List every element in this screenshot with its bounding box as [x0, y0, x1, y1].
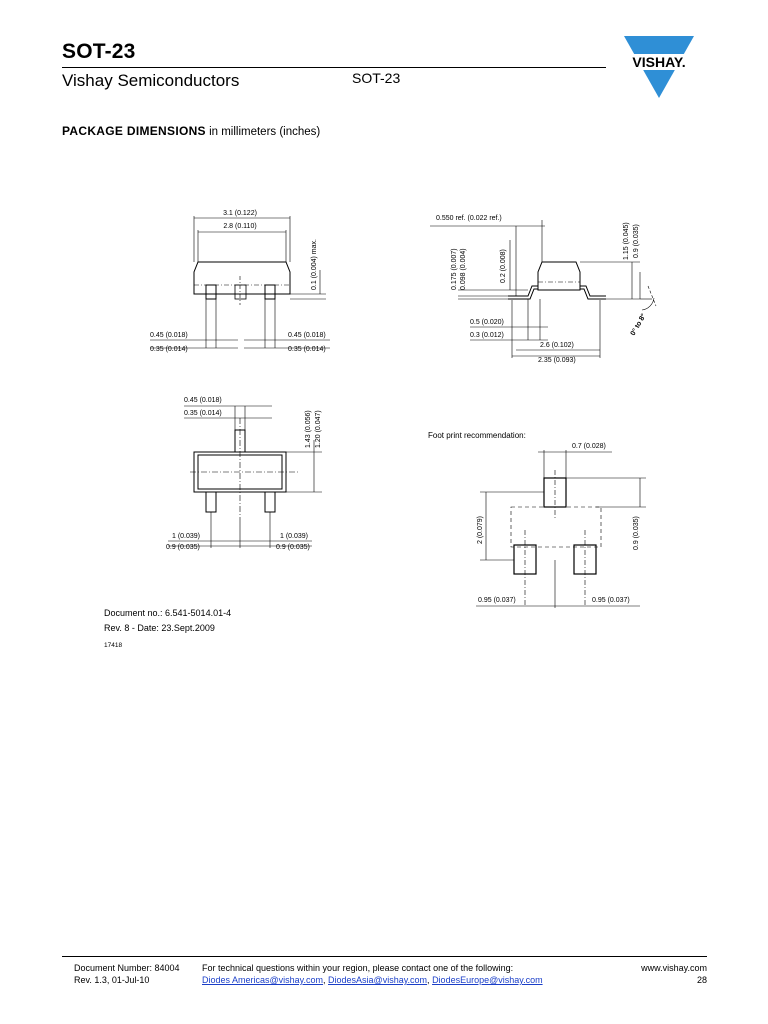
dim-label: 0.550 ref. (0.022 ref.) [436, 215, 502, 222]
email-link-asia[interactable]: DiodesAsia@vishay.com [328, 975, 428, 985]
email-link-europe[interactable]: DiodesEurope@vishay.com [432, 975, 543, 985]
dim-label: 0.95 (0.037) [592, 597, 630, 604]
footer-email-links: Diodes Americas@vishay.com, DiodesAsia@vishay.com, DiodesEurope@vishay.com [202, 975, 543, 985]
footer-contact-text: For technical questions within your region, please contact one of the following: [202, 963, 514, 973]
dim-label: 0.098 (0.004) [460, 248, 467, 290]
email-link-americas[interactable]: Diodes Americas@vishay.com [202, 975, 324, 985]
dim-label: 1.43 (0.056) [305, 410, 312, 448]
dim-label: 0.175 (0.007) [451, 248, 458, 290]
footer-rule [62, 956, 707, 957]
page-title: SOT-23 [62, 40, 136, 63]
dim-label: 1 (0.039) [172, 533, 201, 540]
footer-website[interactable]: www.vishay.com [641, 963, 707, 973]
dim-label: 2.6 (0.102) [540, 342, 574, 349]
revision-date: Rev. 8 - Date: 23.Sept.2009 [104, 623, 215, 633]
dim-label: 0.1 (0.004) max. [311, 239, 318, 290]
drawing-front-view [168, 406, 322, 548]
dim-label: 1.15 (0.045) [623, 222, 630, 260]
dim-label: 0.2 (0.008) [500, 249, 507, 283]
dim-label: 0.35 (0.014) [288, 346, 326, 353]
footprint-label: Foot print recommendation: [428, 431, 526, 440]
dim-label: 0.5 (0.020) [470, 319, 504, 326]
dim-label: 0.3 (0.012) [470, 332, 504, 339]
dim-label: 2 (0.079) [477, 515, 484, 544]
dim-label: 0.45 (0.018) [150, 332, 188, 339]
drawing-number: 17418 [104, 642, 123, 649]
dim-label: 0.45 (0.018) [288, 332, 326, 339]
dim-label: 0.9 (0.035) [166, 544, 200, 551]
document-number: Document no.: 6.541-5014.01-4 [104, 608, 232, 618]
dim-label: 1.20 (0.047) [315, 410, 322, 448]
dim-label: 0.95 (0.037) [478, 597, 516, 604]
footer-revision: Rev. 1.3, 01-Jul-10 [74, 975, 150, 985]
dim-label: 0.35 (0.014) [184, 410, 222, 417]
logo-text: VISHAY. [632, 54, 686, 70]
dim-label: 0.45 (0.018) [184, 397, 222, 404]
dim-label: 0.7 (0.028) [572, 443, 606, 450]
angle-label: 0° to 8° [629, 312, 648, 337]
drawing-document-info [104, 606, 231, 653]
section-title: PACKAGE DIMENSIONS [62, 124, 206, 138]
dim-label: 2.8 (0.110) [223, 223, 257, 230]
footer-document-number: Document Number: 84004 [74, 963, 180, 973]
company-subtitle: Vishay Semiconductors [62, 71, 240, 90]
drawing-footprint [476, 450, 646, 608]
package-name: SOT-23 [352, 70, 401, 86]
section-units: in millimeters (inches) [209, 126, 321, 138]
dim-label: 2.35 (0.093) [538, 357, 576, 364]
dim-label: 0.9 (0.035) [633, 224, 640, 258]
dim-label: 3.1 (0.122) [223, 210, 257, 217]
dim-label: 0.9 (0.035) [633, 516, 640, 550]
drawing-top-view [150, 216, 330, 348]
footer-page-number: 28 [696, 975, 707, 985]
dim-label: 1 (0.039) [280, 533, 309, 540]
dim-label: 0.9 (0.035) [276, 544, 310, 551]
dim-label: 0.35 (0.014) [150, 346, 188, 353]
